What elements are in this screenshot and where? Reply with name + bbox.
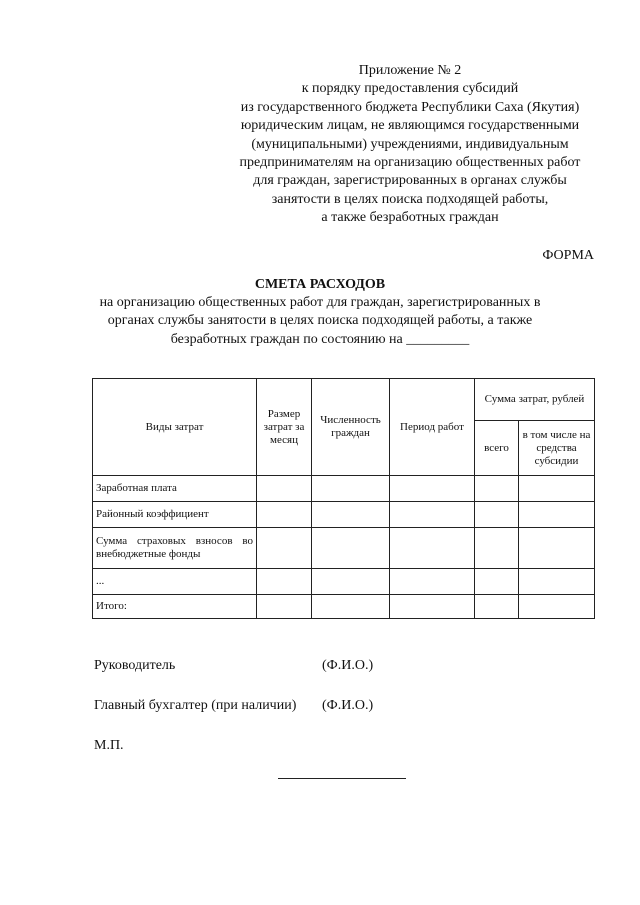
table-row	[93, 502, 595, 528]
signature-line	[278, 778, 406, 779]
table-cell[interactable]	[390, 476, 475, 502]
table-cell[interactable]	[519, 476, 595, 502]
table-cell[interactable]	[312, 502, 390, 528]
table-cell[interactable]	[257, 595, 312, 619]
table-cell[interactable]	[475, 502, 519, 528]
subtitle-line: на организацию общественных работ для граждан, зарегистрированных в	[99, 295, 541, 310]
appendix-line: (муниципальными) учреждениями, индивидуальным	[251, 136, 569, 152]
appendix-line: а также безработных граждан	[321, 210, 499, 226]
table-cell[interactable]	[257, 528, 312, 569]
document-title: СМЕТА РАСХОДОВ	[254, 277, 386, 292]
header-subsidy: в том числе на средства субсидии	[519, 421, 595, 476]
head-label: Руководитель	[94, 658, 176, 673]
appendix-line: занятости в целях поиска подходящей работы,	[271, 191, 549, 207]
appendix-line: Приложение № 2	[358, 63, 462, 78]
row-label: Итого:	[93, 595, 257, 619]
header-cost-type: Виды затрат	[93, 379, 257, 476]
header-monthly-cost: Размер затрат за месяц	[257, 379, 312, 476]
table-cell[interactable]	[257, 502, 312, 528]
table-cell[interactable]	[519, 569, 595, 595]
appendix-block	[200, 62, 620, 228]
table-row	[93, 595, 595, 619]
header-cost-sum: Сумма затрат, рублей	[475, 379, 595, 421]
table-cell[interactable]	[312, 476, 390, 502]
appendix-line: предпринимателям на организацию общественных работ	[239, 155, 581, 171]
table-cell[interactable]	[475, 595, 519, 619]
header-total: всего	[475, 421, 519, 476]
table-cell[interactable]	[475, 476, 519, 502]
header-citizens-count: Численность граждан	[312, 379, 390, 476]
table-cell[interactable]	[312, 595, 390, 619]
table-cell[interactable]	[475, 569, 519, 595]
subtitle-line: органах службы занятости в целях поиска подходящей работы, а также	[107, 313, 533, 329]
table-cell[interactable]	[475, 528, 519, 569]
table-cell[interactable]	[519, 528, 595, 569]
table-row	[93, 476, 595, 502]
appendix-line: из государственного бюджета Республики Саха (Якутия)	[240, 99, 580, 115]
table-cell[interactable]	[390, 528, 475, 569]
stamp-label: М.П.	[94, 738, 124, 753]
table-cell[interactable]	[519, 595, 595, 619]
table-cell[interactable]	[257, 476, 312, 502]
table-cell[interactable]	[390, 502, 475, 528]
table-cell[interactable]	[312, 569, 390, 595]
header-work-period: Период работ	[390, 379, 475, 476]
accountant-name-placeholder: (Ф.И.О.)	[322, 698, 374, 713]
document-subtitle	[60, 294, 580, 349]
table-cell[interactable]	[390, 569, 475, 595]
table-cell[interactable]	[257, 569, 312, 595]
form-label: ФОРМА	[542, 248, 594, 263]
appendix-line: для граждан, зарегистрированных в органах службы	[253, 173, 567, 189]
accountant-label: Главный бухгалтер (при наличии)	[94, 698, 297, 713]
subtitle-line: безработных граждан по состоянию на _________	[170, 331, 470, 347]
head-name-placeholder: (Ф.И.О.)	[322, 658, 374, 673]
appendix-line: к порядку предоставления субсидий	[301, 81, 519, 97]
row-label: Заработная плата	[93, 476, 257, 502]
table-cell[interactable]	[312, 528, 390, 569]
row-label: ...	[93, 569, 257, 595]
row-label: Районный коэффициент	[93, 502, 257, 528]
appendix-line: юридическим лицам, не являющимся государственными	[240, 118, 580, 134]
table-cell[interactable]	[519, 502, 595, 528]
estimate-table	[92, 378, 595, 619]
table-row	[93, 569, 595, 595]
table-row	[93, 528, 595, 569]
table-cell[interactable]	[390, 595, 475, 619]
row-label: Сумма страховых взносов во внебюджетные фонды	[93, 528, 257, 569]
